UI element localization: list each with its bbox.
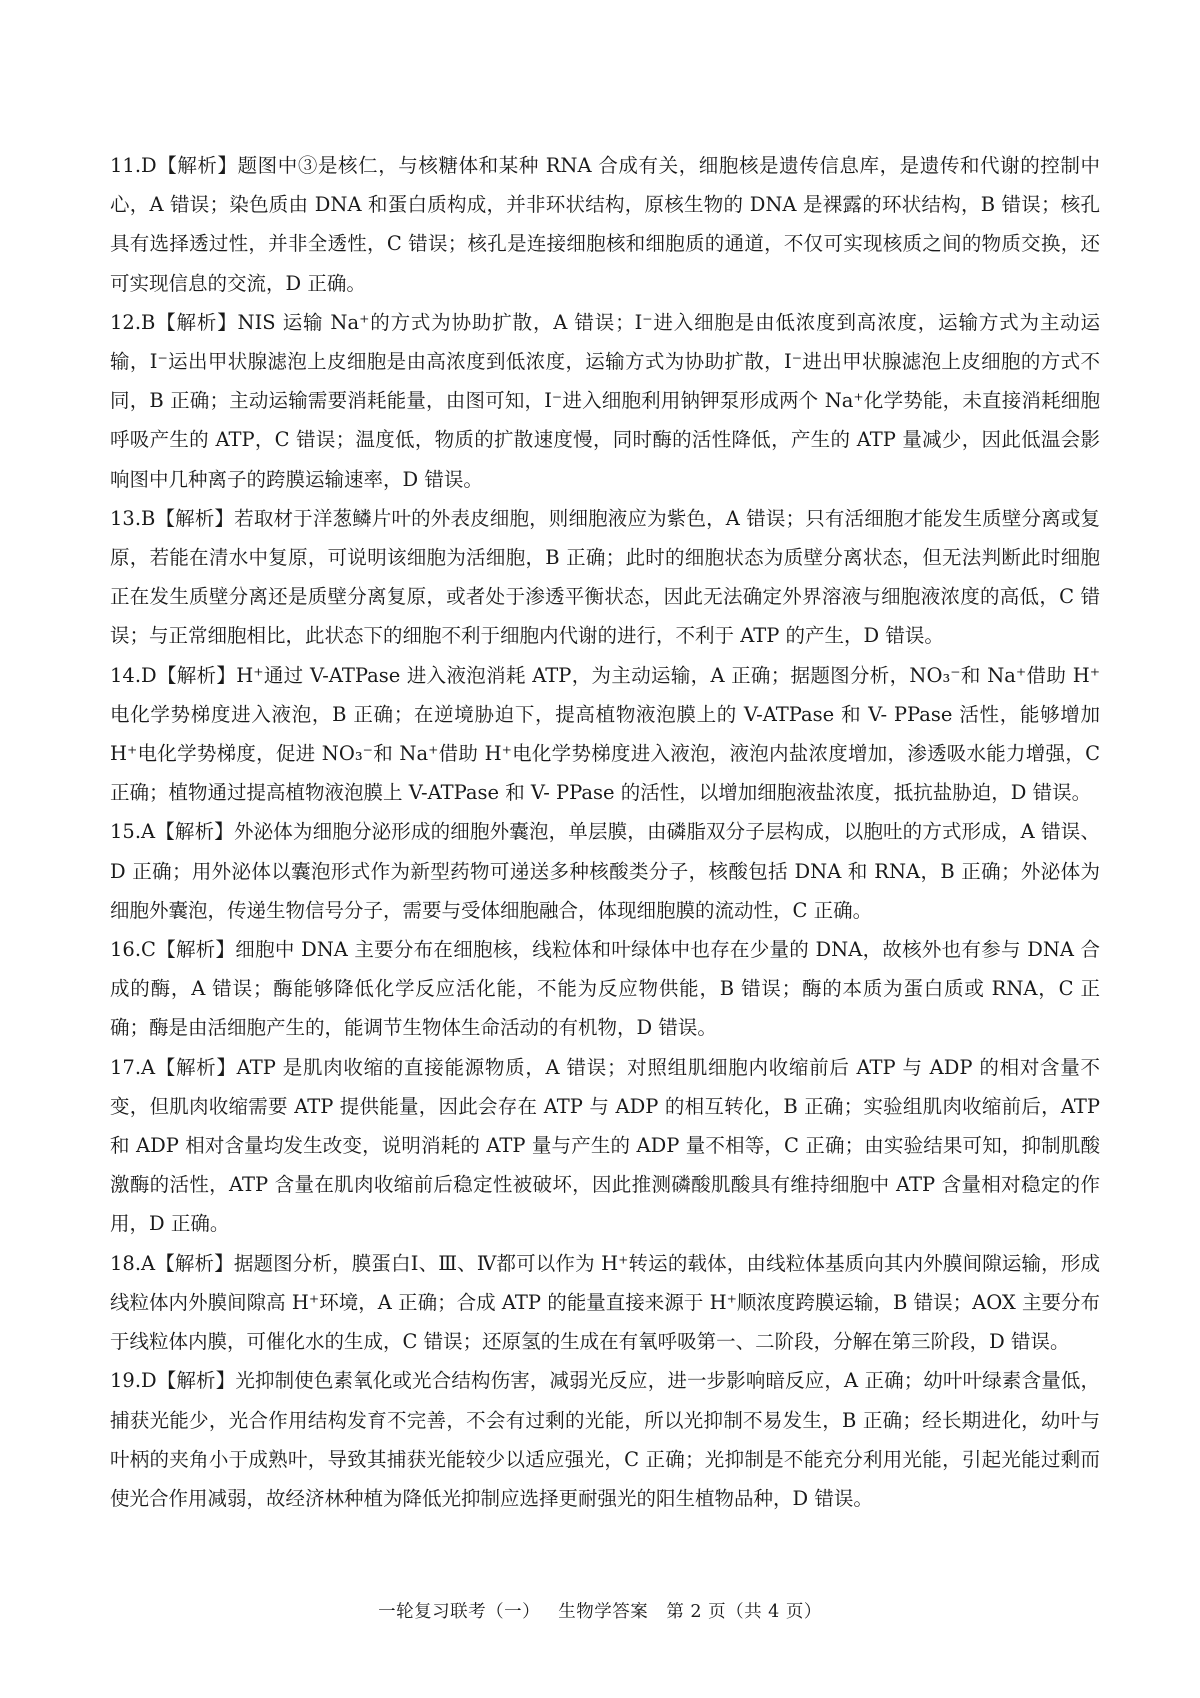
footer-subject: 生物学答案 — [558, 1602, 649, 1622]
answer-label: 15.A【解析】 — [110, 820, 234, 844]
answer-14 — [110, 656, 1100, 813]
answer-label: 16.C【解析】 — [110, 938, 236, 962]
answer-label: 14.D【解析】 — [110, 663, 237, 687]
footer-exam-name: 一轮复习联考（一） — [378, 1602, 541, 1622]
answer-label: 19.D【解析】 — [110, 1369, 236, 1393]
answer-text: 光抑制使色素氧化或光合结构伤害，减弱光反应，进一步影响暗反应，A 正确；幼叶叶绿素含量低，捕获光能少，光合作用结构发育不完善，不会有过剩的光能，所以光抑制不易发生，B 正确；经长期进化，幼叶与叶柄的夹角小于成熟叶，导致其捕获光能较少以适应强光，C 正确；光抑制是不能充分利用光能，引起光能过剩而使光合作用减弱，故经济林种植为降低光抑制应选择更耐强光的阳生植物品种，D 错误。 — [110, 1369, 1100, 1510]
footer-page-number: 第 2 页（共 4 页） — [666, 1602, 822, 1622]
answer-text: ATP 是肌肉收缩的直接能源物质，A 错误；对照组肌细胞内收缩前后 ATP 与 ADP 的相对含量不变，但肌肉收缩需要 ATP 提供能量，因此会存在 ATP 与 ADP 的相互转化，B 正确；实验组肌肉收缩前后，ATP 和 ADP 相对含量均发生改变，说明消耗的 ATP 量与产生的 ADP 量不相等，C 正确；由实验结果可知，抑制肌酸激酶的活性，ATP 含量在肌肉收缩前后稳定性被破坏，因此推测磷酸肌酸具有维持细胞中 ATP 含量相对稳定的作用，D 正确。 — [110, 1055, 1100, 1236]
answer-list — [110, 146, 1100, 1518]
answer-11 — [110, 146, 1100, 303]
answer-label: 13.B【解析】 — [110, 506, 235, 530]
answer-13 — [110, 499, 1100, 656]
answer-text: 细胞中 DNA 主要分布在细胞核，线粒体和叶绿体中也存在少量的 DNA，故核外也有参与 DNA 合成的酶，A 错误；酶能够降低化学反应活化能，不能为反应物供能，B 错误；酶的本质为蛋白质或 RNA，C 正确；酶是由活细胞产生的，能调节生物体生命活动的有机物，D 错误。 — [110, 938, 1100, 1040]
answer-12 — [110, 303, 1100, 499]
answer-15 — [110, 812, 1100, 930]
answer-16 — [110, 930, 1100, 1048]
answer-text: 题图中③是核仁，与核糖体和某种 RNA 合成有关，细胞核是遗传信息库，是遗传和代谢的控制中心，A 错误；染色质由 DNA 和蛋白质构成，并非环状结构，原核生物的 DNA 是裸露的环状结构，B 错误；核孔具有选择透过性，并非全透性，C 错误；核孔是连接细胞核和细胞质的通道，不仅可实现核质之间的物质交换，还可实现信息的交流，D 正确。 — [110, 154, 1100, 295]
answer-text: 外泌体为细胞分泌形成的细胞外囊泡，单层膜，由磷脂双分子层构成，以胞吐的方式形成，A 错误、D 正确；用外泌体以囊泡形式作为新型药物可递送多种核酸类分子，核酸包括 DNA 和 RNA，B 正确；外泌体为细胞外囊泡，传递生物信号分子，需要与受体细胞融合，体现细胞膜的流动性，C 正确。 — [110, 820, 1100, 922]
answer-text: NIS 运输 Na⁺的方式为协助扩散，A 错误；I⁻进入细胞是由低浓度到高浓度，运输方式为主动运输，I⁻运出甲状腺滤泡上皮细胞是由高浓度到低浓度，运输方式为协助扩散，I⁻进出甲状腺滤泡上皮细胞的方式不同，B 正确；主动运输需要消耗能量，由图可知，I⁻进入细胞利用钠钾泵形成两个 Na⁺化学势能，未直接消耗细胞呼吸产生的 ATP，C 错误；温度低，物质的扩散速度慢，同时酶的活性降低，产生的 ATP 量减少，因此低温会影响图中几种离子的跨膜运输速率，D 错误。 — [110, 310, 1101, 491]
page-footer — [0, 1598, 1200, 1623]
answer-label: 17.A【解析】 — [110, 1055, 237, 1079]
answer-19 — [110, 1361, 1100, 1518]
answer-text: 据题图分析，膜蛋白Ⅰ、Ⅲ、Ⅳ都可以作为 H⁺转运的载体，由线粒体基质向其内外膜间隙运输，形成线粒体内外膜间隙高 H⁺环境，A 正确；合成 ATP 的能量直接来源于 H⁺顺浓度跨膜运输，B 错误；AOX 主要分布于线粒体内膜，可催化水的生成，C 错误；还原氢的生成在有氧呼吸第一、二阶段，分解在第三阶段，D 错误。 — [110, 1251, 1100, 1354]
answer-18 — [110, 1244, 1100, 1362]
answer-label: 12.B【解析】 — [110, 310, 238, 334]
answer-text: H⁺通过 V-ATPase 进入液泡消耗 ATP，为主动运输，A 正确；据题图分析，NO₃⁻和 Na⁺借助 H⁺电化学势梯度进入液泡，B 正确；在逆境胁迫下，提高植物液泡膜上的 V-ATPase 和 V- PPase 活性，能够增加 H⁺电化学势梯度，促进 NO₃⁻和 Na⁺借助 H⁺电化学势梯度进入液泡，液泡内盐浓度增加，渗透吸水能力增强，C 正确；植物通过提高植物液泡膜上 V-ATPase 和 V- PPase 的活性，以增加细胞液盐浓度，抵抗盐胁迫，D 错误。 — [110, 663, 1100, 805]
answer-17 — [110, 1048, 1100, 1244]
answer-text: 若取材于洋葱鳞片叶的外表皮细胞，则细胞液应为紫色，A 错误；只有活细胞才能发生质壁分离或复原，若能在清水中复原，可说明该细胞为活细胞，B 正确；此时的细胞状态为质壁分离状态，但无法判断此时细胞正在发生质壁分离还是质壁分离复原，或者处于渗透平衡状态，因此无法确定外界溶液与细胞液浓度的高低，C 错误；与正常细胞相比，此状态下的细胞不利于细胞内代谢的进行，不利于 ATP 的产生，D 错误。 — [110, 506, 1100, 648]
answer-label: 11.D【解析】 — [110, 154, 238, 177]
answer-label: 18.A【解析】 — [110, 1251, 234, 1275]
